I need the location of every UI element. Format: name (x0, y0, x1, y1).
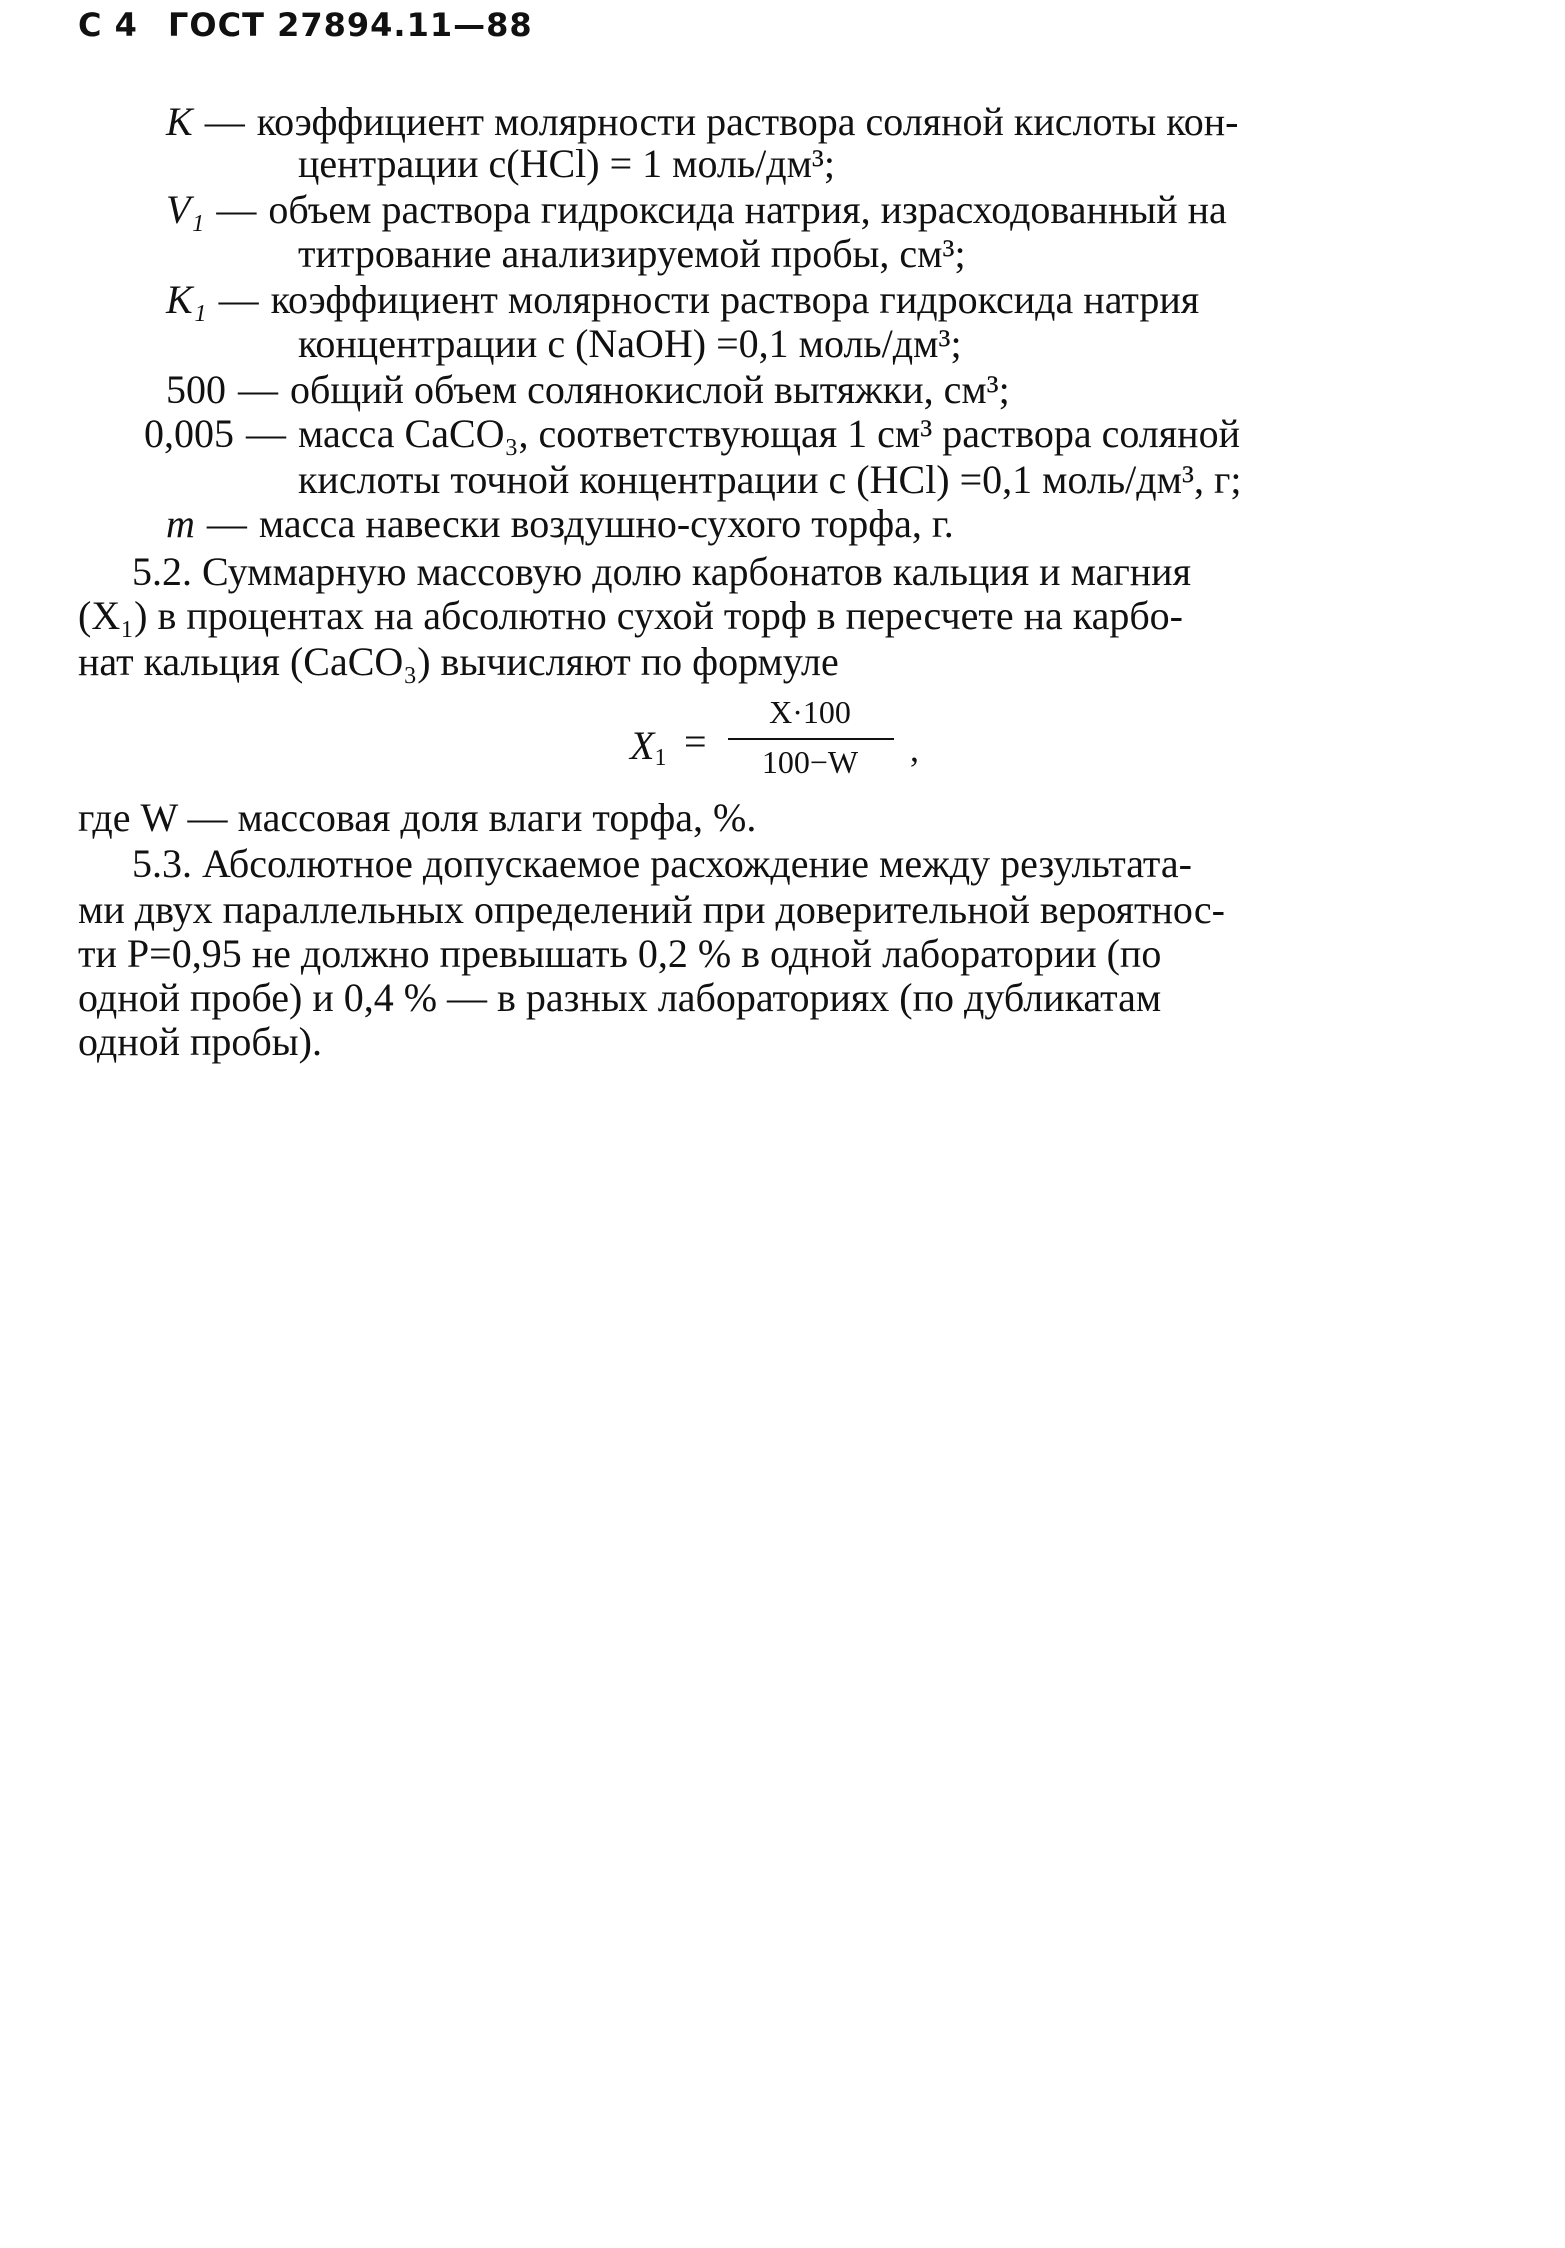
definition-v1-line2: титрование анализируемой пробы, см³; (298, 231, 966, 276)
definition-symbol: K (166, 99, 193, 144)
page-header (78, 6, 533, 44)
formula-comma: , (910, 729, 919, 769)
section-5-3-line5: одной пробы). (78, 1019, 322, 1064)
formula-numerator: X·100 (769, 694, 851, 730)
definition-text: общий объем солянокислой вытяжки, см³; (290, 367, 1010, 412)
fraction-bar (728, 738, 894, 740)
section-5-3-line4: одной пробе) и 0,4 % — в разных лабораториях (по дубликатам (78, 975, 1162, 1020)
definition-0005-line2: кислоты точной концентрации c (HCl) =0,1 моль/дм³, г; (298, 457, 1242, 502)
definition-symbol: 0,005 (144, 411, 234, 456)
formula-lhs: $X_1$ (630, 723, 667, 771)
where-line: где W — массовая доля влаги торфа, %. (78, 795, 757, 840)
section-5-2-line1: 5.2. Суммарную массовую долю карбонатов кальция и магния (132, 549, 1191, 594)
definition-text: коэффициент молярности раствора соляной кислоты кон- (256, 99, 1239, 144)
section-5-2-line3: нат кальция (CaCO₃) вычисляют по формуле (78, 639, 839, 684)
definition-k1-line1: K₁ — коэффициент молярности раствора гидроксида натрия (166, 277, 1200, 322)
definition-k-line2: центрации c(HCl) = 1 моль/дм³; (298, 141, 836, 186)
definition-symbol: 500 (166, 367, 226, 412)
formula-denominator: 100−W (761, 744, 859, 780)
definition-text: объем раствора гидроксида натрия, израсходованный на (268, 187, 1227, 232)
section-5-3-line2: ми двух параллельных определений при доверительной вероятнос- (78, 887, 1225, 932)
formula-equals: = (684, 719, 707, 764)
definition-m-line1: m — масса навески воздушно-сухого торфа, г. (166, 501, 954, 546)
formula-x1 (620, 694, 940, 784)
definition-symbol: K₁ (166, 277, 207, 322)
definition-text: коэффициент молярности раствора гидроксида натрия (270, 277, 1200, 322)
section-5-2-line2: (X₁) в процентах на абсолютно сухой торф в пересчете на карбо- (78, 593, 1183, 638)
definition-text: масса навески воздушно-сухого торфа, г. (258, 501, 954, 546)
page-number: С 4 (78, 6, 138, 44)
definition-text: масса CaCO₃, соответствующая 1 см³ раствора соляной (298, 411, 1240, 456)
definition-v1-line1: V₁ — объем раствора гидроксида натрия, израсходованный на (166, 187, 1227, 232)
definition-0005-line1: 0,005 — масса CaCO₃, соответствующая 1 см³ раствора соляной (144, 411, 1240, 456)
definition-symbol: m (166, 501, 195, 546)
section-5-3-line1: 5.3. Абсолютное допускаемое расхождение между результата- (132, 841, 1192, 886)
definition-symbol: V₁ (166, 187, 205, 232)
section-5-3-line3: ти P=0,95 не должно превышать 0,2 % в одной лаборатории (по (78, 931, 1162, 976)
standard-code: ГОСТ 27894.11—88 (168, 6, 533, 44)
definition-k1-line2: концентрации c (NaOH) =0,1 моль/дм³; (298, 321, 962, 366)
definition-k-line1: K — коэффициент молярности раствора соляной кислоты кон- (166, 99, 1239, 144)
definition-500-line1: 500 — общий объем солянокислой вытяжки, см³; (166, 367, 1010, 412)
